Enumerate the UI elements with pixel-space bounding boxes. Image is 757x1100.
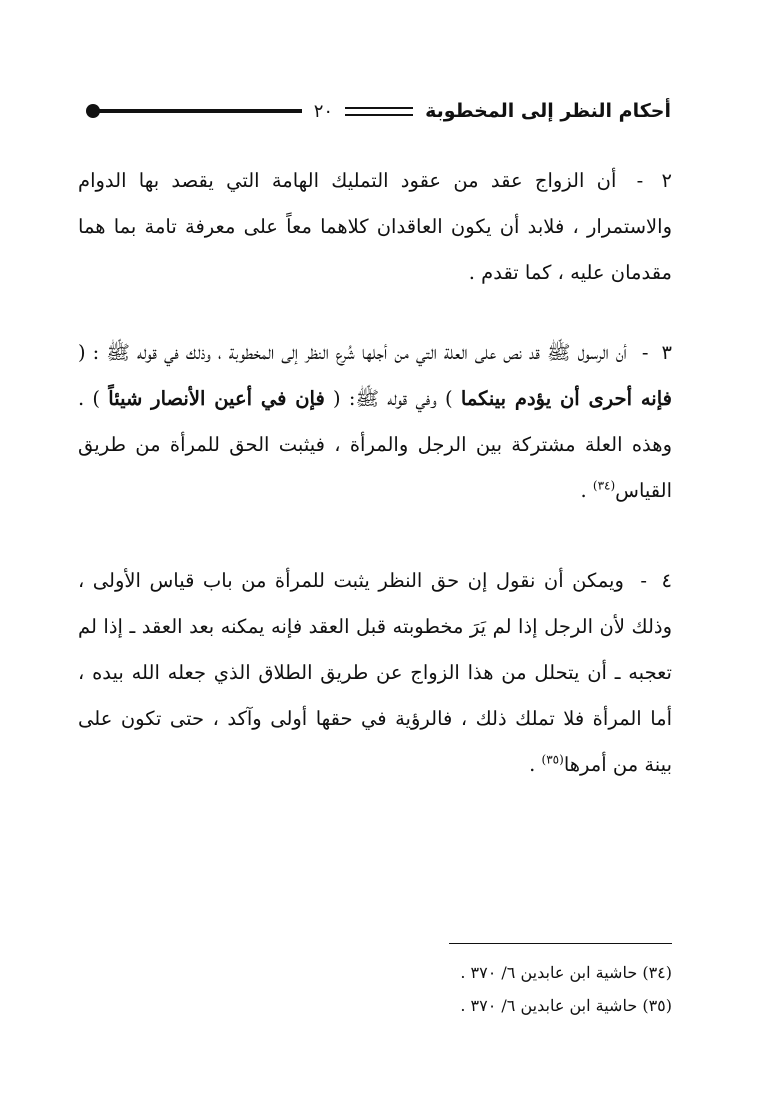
hadith-quote: فإنه أحرى أن يؤدم بينكما <box>460 387 672 410</box>
header-double-rule <box>345 107 413 116</box>
footnote-text: حاشية ابن عابدين ٦/ ٣٧٠ . <box>460 996 638 1015</box>
paragraph-3 <box>78 330 672 514</box>
paragraph-dash: - <box>641 341 649 364</box>
footnote-separator <box>449 943 672 944</box>
paragraph-text: ) وفي قوله ﷺ: ( <box>324 387 461 410</box>
footnote-number: (٣٤) <box>642 963 672 982</box>
paragraph-number: ٤ <box>661 569 673 592</box>
running-header-title: أحكام النظر إلى المخطوبة <box>425 100 671 122</box>
hadith-quote: فإن في أعين الأنصار شيئاً <box>108 387 325 410</box>
paragraph-number: ٣ <box>661 341 672 364</box>
paragraph-text: . <box>580 479 593 502</box>
header-ornament-rule <box>94 109 302 113</box>
running-header <box>86 94 671 128</box>
footnote-35 <box>460 994 672 1018</box>
paragraph-text: ويمكن أن نقول إن حق النظر يثبت للمرأة من باب قياس الأولى ، وذلك لأن الرجل إذا لم يَرَ مخطوبته قبل العقد فإنه يمكنه بعد العقد ـ إذا لم تعجبه ـ أن يتحلل من هذا الزواج عن طريق الطلاق الذي جعله الله بيده ، أما المرأة فلا تملك ذلك ، فالرؤية في حقها أولى وآكد ، حتى تكون على بينة من أمرها <box>78 569 672 776</box>
footnote-34 <box>460 961 672 985</box>
footnote-number: (٣٥) <box>642 996 672 1015</box>
paragraph-4 <box>78 558 672 788</box>
paragraph-text: . <box>529 753 542 776</box>
footnote-reference[interactable]: (٣٥) <box>541 752 564 767</box>
footnote-reference[interactable]: (٣٤) <box>592 478 616 493</box>
paragraph-text: أن الزواج عقد من عقود التمليك الهامة التي يقصد بها الدوام والاستمرار ، فلابد أن يكون العاقدان كلاهما معاً على معرفة تامة بما هما مقدمان عليه ، كما تقدم . <box>78 169 672 284</box>
header-rule-dot <box>86 104 100 118</box>
paragraph-dash: - <box>640 569 648 592</box>
paragraph-text: أن الرسول ﷺ قد نص على العلة التي من أجلها شُرع النظر إلى المخطوبة ، وذلك في قوله ﷺ : ( <box>78 341 627 364</box>
paragraph-2 <box>78 158 672 296</box>
footnote-text: حاشية ابن عابدين ٦/ ٣٧٠ . <box>460 963 638 982</box>
paragraph-number: ٢ <box>661 169 672 192</box>
page-number: ٢٠ <box>313 100 334 122</box>
paragraph-dash: - <box>636 169 644 192</box>
paragraph-text: ) . وهذه العلة مشتركة بين الرجل والمرأة ، فيثبت الحق للمرأة من طريق القياس <box>78 387 672 502</box>
